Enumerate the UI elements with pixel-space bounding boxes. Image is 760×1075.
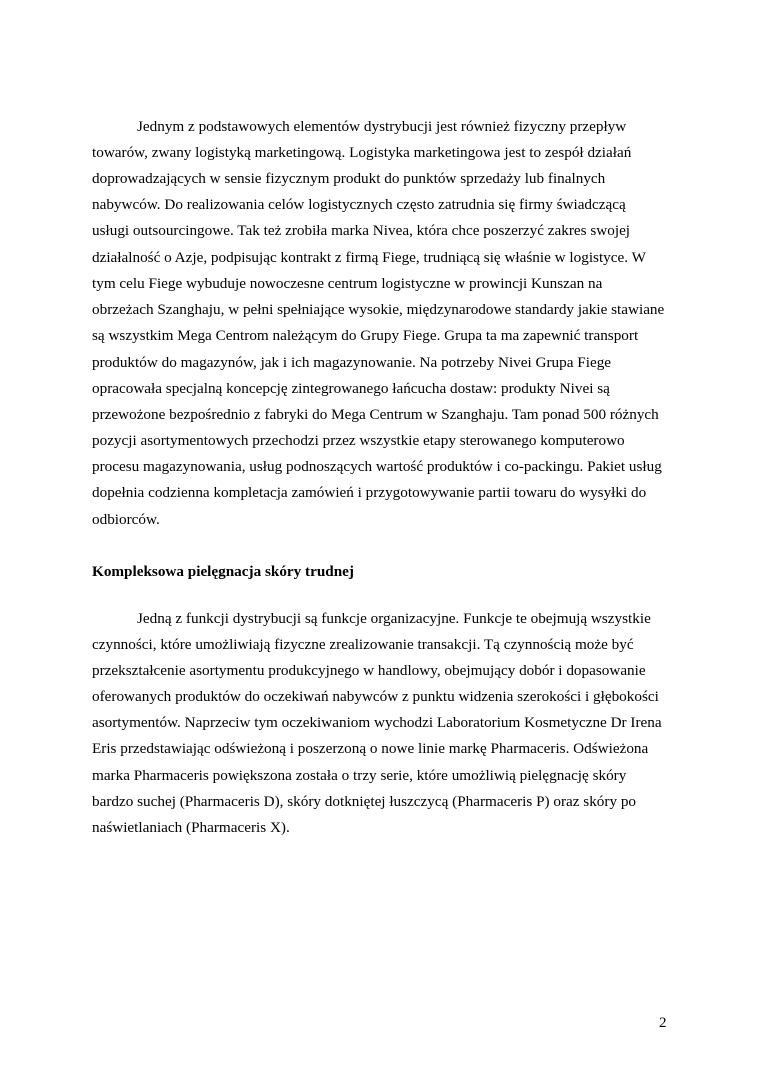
paragraph-line: Jednym z podstawowych elementów dystrybucji jest również fizyczny przepływ bbox=[137, 118, 627, 135]
paragraph-line: oferowanych produktów do oczekiwań nabywców z punktu widzenia szerokości i głębokości bbox=[92, 688, 659, 705]
paragraph-line: tym celu Fiege wybuduje nowoczesne centrum logistyczne w prowincji Kunszan na bbox=[92, 275, 603, 292]
paragraph-line: przewożone bezpośrednio z fabryki do Mega Centrum w Szanghaju. Tam ponad 500 różnych bbox=[92, 406, 659, 423]
paragraph-line: naświetlaniach (Pharmaceris X). bbox=[92, 819, 290, 836]
paragraph-line: Jedną z funkcji dystrybucji są funkcje organizacyjne. Funkcje te obejmują wszystkie bbox=[137, 610, 651, 627]
paragraph-line: produktów do magazynów, jak i ich magazynowanie. Na potrzeby Nivei Grupa Fiege bbox=[92, 354, 612, 371]
paragraph-line: usługi outsourcingowe. Tak też zrobiła marka Nivea, która chce poszerzyć zakres swojej bbox=[92, 222, 631, 239]
paragraph-line: marka Pharmaceris powiększona została o trzy serie, które umożliwią pielęgnację skóry bbox=[92, 767, 627, 784]
paragraph-line: doprowadzających w sensie fizycznym produkt do punktów sprzedaży lub finalnych bbox=[92, 170, 606, 187]
paragraph-line: opracowała specjalną koncepcję zintegrowanego łańcucha dostaw: produkty Nivei są bbox=[92, 380, 610, 397]
paragraph-line: nabywców. Do realizowania celów logistycznych często zatrudnia się firmy świadczącą bbox=[92, 196, 626, 213]
paragraph-line: działalność o Azje, podpisując kontrakt z firmą Fiege, trudniącą się właśnie w logistyce. W bbox=[92, 249, 646, 266]
paragraph-line: pozycji asortymentowych przechodzi przez wszystkie etapy sterowanego komputerowo bbox=[92, 432, 625, 449]
paragraph-line: procesu magazynowania, usług podnoszących wartość produktów i co-packingu. Pakiet usług bbox=[92, 458, 662, 475]
paragraph-line: odbiorców. bbox=[92, 511, 160, 528]
paragraph-line: przekształcenie asortymentu produkcyjnego w handlowy, obejmujący dobór i dopasowanie bbox=[92, 662, 646, 679]
paragraph-line: czynności, które umożliwiają fizyczne zrealizowanie transakcji. Tą czynnością może być bbox=[92, 636, 634, 653]
paragraph-line: asortymentów. Naprzeciw tym oczekiwaniom wychodzi Laboratorium Kosmetyczne Dr Irena bbox=[92, 714, 662, 731]
paragraph-line: dopełnia codzienna kompletacja zamówień i przygotowywanie partii towaru do wysyłki do bbox=[92, 484, 647, 501]
paragraph-line: są wszystkim Mega Centrom należącym do Grupy Fiege. Grupa ta ma zapewnić transport bbox=[92, 327, 639, 344]
paragraph-line: towarów, zwany logistyką marketingową. Logistyka marketingowa jest to zespół działań bbox=[92, 144, 632, 161]
page-number: 2 bbox=[659, 1015, 667, 1031]
paragraph-line: bardzo suchej (Pharmaceris D), skóry dotkniętej łuszczycą (Pharmaceris P) oraz skóry po bbox=[92, 793, 637, 810]
section-heading: Kompleksowa pielęgnacja skóry trudnej bbox=[92, 563, 354, 580]
paragraph-line: obrzeżach Szanghaju, w pełni spełniające wysokie, międzynarodowe standardy jakie stawiane bbox=[92, 301, 665, 318]
paragraph-line: Eris przedstawiając odświeżoną i poszerzoną o nowe linie markę Pharmaceris. Odświeżona bbox=[92, 740, 649, 757]
